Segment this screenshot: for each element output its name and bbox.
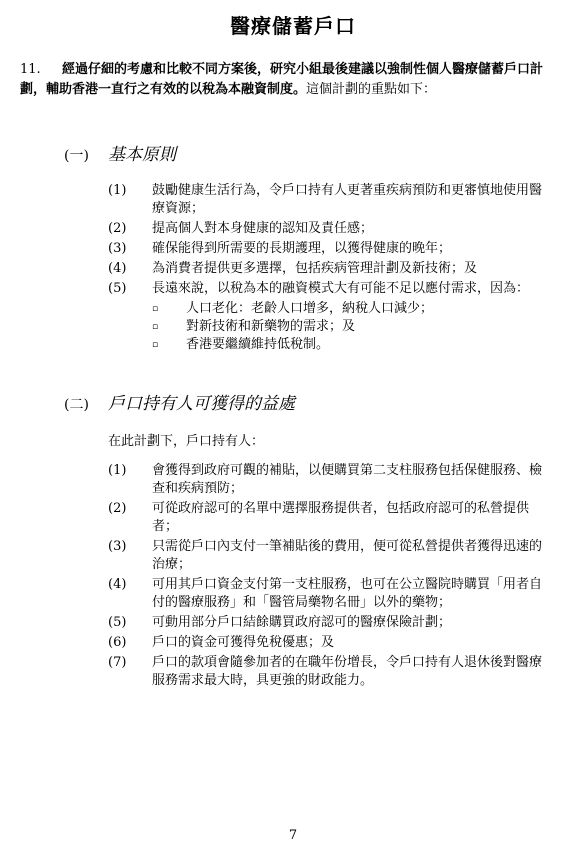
item-number: (2) xyxy=(108,221,127,236)
list-item xyxy=(108,576,548,612)
bullet-item xyxy=(108,318,548,336)
list-item xyxy=(108,462,548,498)
page-number: 7 xyxy=(288,828,298,843)
section-intro: 在此計劃下，戶口持有人： xyxy=(108,434,265,449)
item-text: 長遠來說，以稅為本的融資模式大有可能不足以應付需求，因為： xyxy=(152,281,530,296)
bullet-text: 香港要繼續維持低稅制。 xyxy=(186,337,330,352)
section-title: 戶口持有人可獲得的益處 xyxy=(108,394,295,414)
item-number: (4) xyxy=(108,261,127,276)
item-text: 為消費者提供更多選擇，包括疾病管理計劃及新技術；及 xyxy=(152,261,478,276)
bullet-icon: ▫ xyxy=(152,304,159,314)
bullet-text: 對新技術和新藥物的需求；及 xyxy=(186,319,356,334)
list-item xyxy=(108,634,548,652)
item-number: (5) xyxy=(108,615,127,630)
item-number: (7) xyxy=(108,655,127,670)
item-number: (3) xyxy=(108,241,127,256)
section-number: (二) xyxy=(64,397,89,413)
item-number: (1) xyxy=(108,463,127,478)
bullet-item xyxy=(108,336,548,354)
item-text: 會獲得到政府可觀的補貼，以便購買第二支柱服務包括保健服務、檢查和疾病預防； xyxy=(152,463,543,496)
item-number: (6) xyxy=(108,635,127,650)
list-item xyxy=(108,182,548,218)
list-item xyxy=(108,220,548,238)
paragraph-number: 11. xyxy=(20,62,41,77)
bullet-text: 人口老化：老齡人口增多，納稅人口減少； xyxy=(186,301,434,316)
item-number: (4) xyxy=(108,577,127,592)
section-number: (一) xyxy=(64,148,89,164)
section-heading-2 xyxy=(64,389,295,414)
list-item xyxy=(108,260,548,278)
list-item xyxy=(108,240,548,258)
list-item xyxy=(108,500,548,536)
item-text: 可用其戶口資金支付第一支柱服務，也可在公立醫院時購買「用者自付的醫療服務」和「醫管局藥物名冊」以外的藥物； xyxy=(152,577,543,610)
paragraph-bold-text: 經過仔細的考慮和比較不同方案後，研究小組最後建議以強制性個人醫療儲蓄戶口計劃，輔助香港一直行之有效的以稅為本融資制度。 xyxy=(20,62,544,97)
list-item xyxy=(108,614,548,632)
benefits-list xyxy=(108,462,548,692)
item-text: 戶口的款項會隨參加者的在職年份增長，令戶口持有人退休後對醫療服務需求最大時，具更強的財政能力。 xyxy=(152,655,543,688)
item-number: (1) xyxy=(108,183,127,198)
paragraph-text: 這個計劃的重點如下： xyxy=(306,82,437,97)
item-number: (3) xyxy=(108,539,127,554)
item-number: (5) xyxy=(108,281,127,296)
item-text: 可動用部分戶口結餘購買政府認可的醫療保險計劃； xyxy=(152,615,452,630)
item-text: 只需從戶口內支付一筆補貼後的費用，便可從私營提供者獲得迅速的治療； xyxy=(152,539,543,572)
principles-list xyxy=(108,182,548,354)
item-text: 戶口的資金可獲得免稅優惠；及 xyxy=(152,635,335,650)
item-number: (2) xyxy=(108,501,127,516)
list-item xyxy=(108,538,548,574)
item-text: 提高個人對本身健康的認知及責任感； xyxy=(152,221,374,236)
item-text: 可從政府認可的名單中選擇服務提供者，包括政府認可的私營提供者； xyxy=(152,501,530,534)
intro-paragraph xyxy=(20,60,550,100)
list-item xyxy=(108,280,548,298)
list-item xyxy=(108,654,548,690)
page-title: 醫療儲蓄戶口 xyxy=(230,14,356,38)
section-title: 基本原則 xyxy=(108,145,176,165)
bullet-icon: ▫ xyxy=(152,322,159,332)
bullet-item xyxy=(108,300,548,318)
section-heading-1 xyxy=(64,140,176,165)
bullet-icon: ▫ xyxy=(152,340,159,350)
item-text: 確保能得到所需要的長期護理，以獲得健康的晚年； xyxy=(152,241,452,256)
item-text: 鼓勵健康生活行為，令戶口持有人更著重疾病預防和更審慎地使用醫療資源； xyxy=(152,183,543,216)
